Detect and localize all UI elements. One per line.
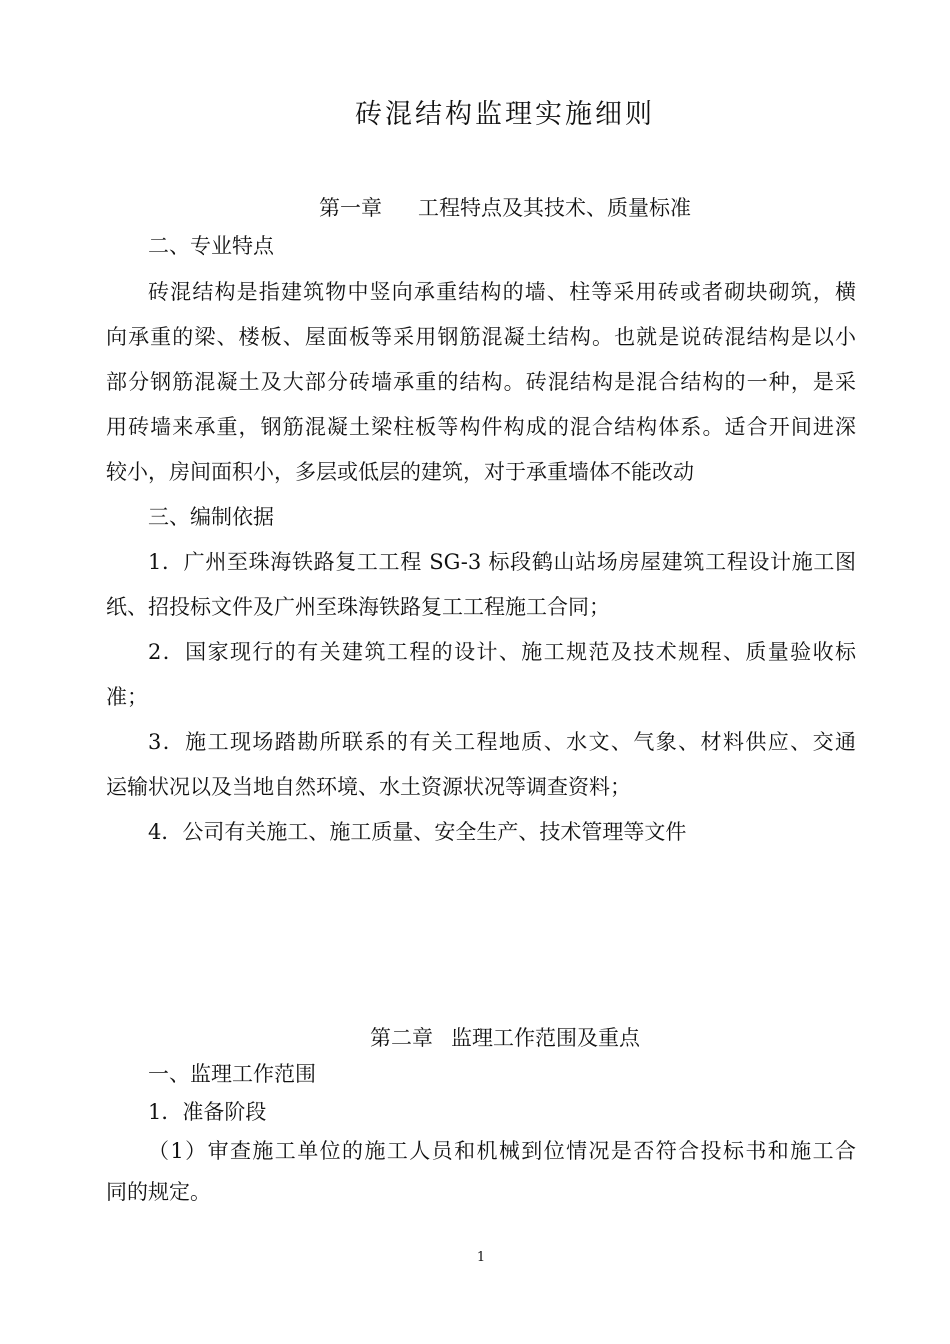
- section-3-heading: 三、编制依据: [148, 505, 274, 529]
- chapter-1-name: 工程特点及其技术、质量标准: [418, 196, 691, 220]
- chapter-2-heading: [0, 1022, 950, 1052]
- scope-heading: 一、监理工作范围: [148, 1062, 316, 1086]
- chapter-1-number: 第一章: [319, 196, 382, 220]
- basis-item-3-line-1: 3．施工现场踏勘所联系的有关工程地质、水文、气象、材料供应、交通: [148, 730, 856, 754]
- basis-item-1-line-2: 纸、招投标文件及广州至珠海铁路复工工程施工合同；: [106, 595, 610, 619]
- page-number: 1: [476, 1250, 486, 1265]
- section-2-line-2: 向承重的梁、楼板、屋面板等采用钢筋混凝土结构。也就是说砖混结构是以小: [106, 325, 856, 349]
- basis-item-1-line-1: 1．广州至珠海铁路复工工程 SG-3 标段鹤山站场房屋建筑工程设计施工图: [148, 550, 856, 574]
- basis-item-4-line-1: 4．公司有关施工、施工质量、安全生产、技术管理等文件: [148, 820, 687, 844]
- basis-item-2-line-2: 准；: [106, 685, 148, 709]
- prep-item-1-line-2: 同的规定。: [106, 1180, 211, 1204]
- basis-item-2-line-1: 2．国家现行的有关建筑工程的设计、施工规范及技术规程、质量验收标: [148, 640, 856, 664]
- basis-item-3-line-2: 运输状况以及当地自然环境、水土资源状况等调查资料；: [106, 775, 631, 799]
- section-2-line-5: 较小，房间面积小，多层或低层的建筑，对于承重墙体不能改动: [106, 460, 694, 484]
- section-2-line-1: 砖混结构是指建筑物中竖向承重结构的墙、柱等采用砖或者砌块砌筑，横: [148, 280, 856, 304]
- prep-item-1-line-1: （1）审查施工单位的施工人员和机械到位情况是否符合投标书和施工合: [148, 1139, 856, 1163]
- document-title: 砖混结构监理实施细则: [355, 99, 655, 130]
- chapter-1-heading: [0, 192, 950, 222]
- section-2-line-3: 部分钢筋混凝土及大部分砖墙承重的结构。砖混结构是混合结构的一种，是采: [106, 370, 856, 394]
- prep-stage-heading: 1．准备阶段: [148, 1100, 267, 1124]
- chapter-2-number: 第二章: [370, 1026, 433, 1050]
- section-2-line-4: 用砖墙来承重，钢筋混凝土梁柱板等构件构成的混合结构体系。适合开间进深: [106, 415, 856, 439]
- chapter-2-name: 监理工作范围及重点: [451, 1026, 640, 1050]
- section-2-heading: 二、专业特点: [148, 234, 274, 258]
